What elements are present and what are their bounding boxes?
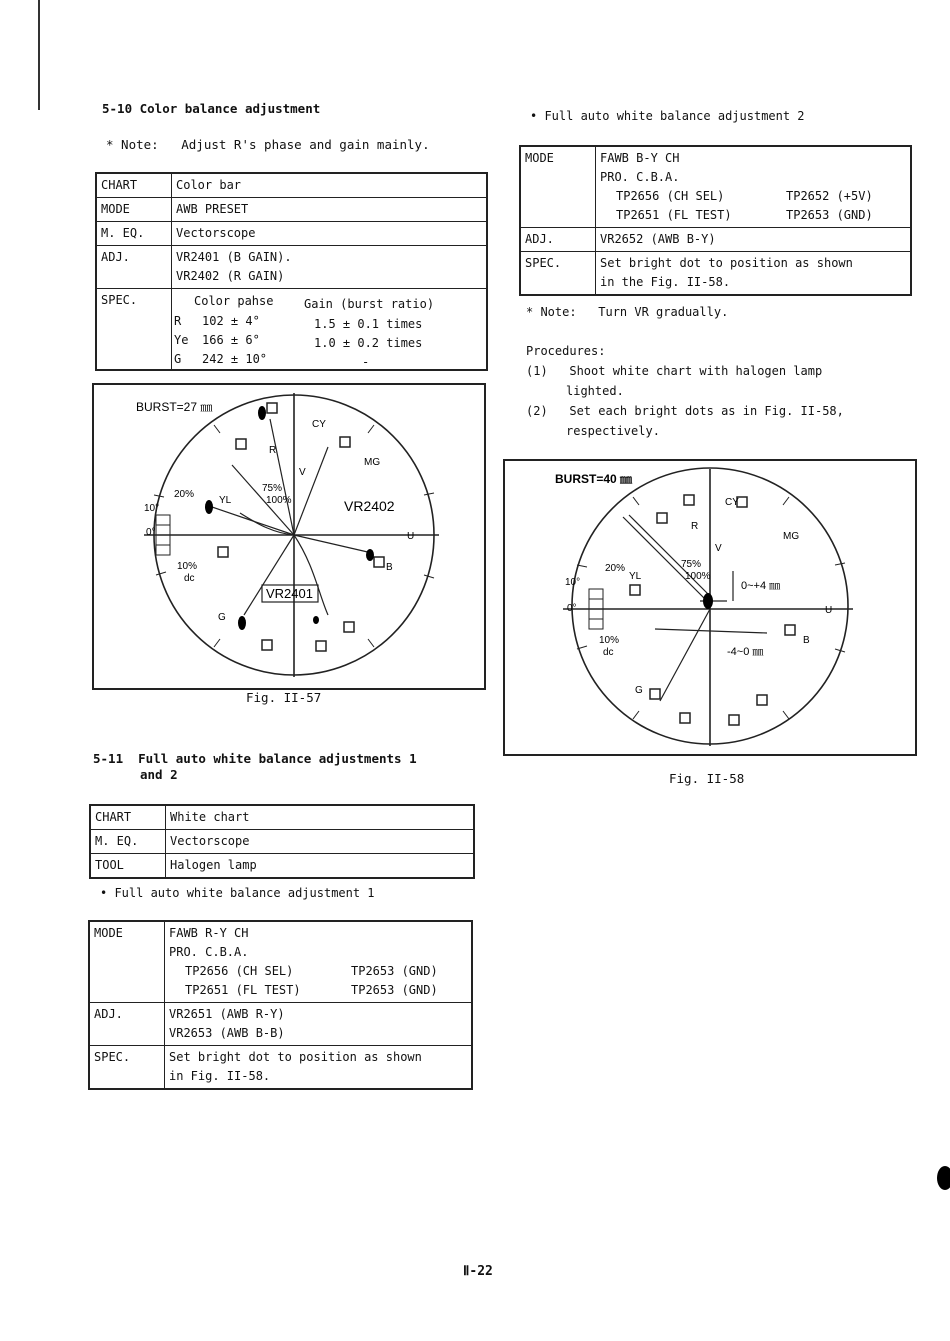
- spec-header-phase: Color pahse: [194, 294, 274, 308]
- section-heading-5-11: 5-11 Full auto white balance adjustments 1: [93, 751, 417, 766]
- meq-key: M. EQ.: [90, 830, 166, 854]
- spec-key: SPEC.: [89, 1046, 165, 1090]
- chart-value: Color bar: [172, 173, 488, 198]
- label-v: V: [299, 467, 306, 478]
- spec-key: SPEC.: [520, 252, 596, 296]
- vr2402-label: VR2402: [344, 498, 395, 514]
- mode-value-2: PRO. C.B.A.: [169, 945, 249, 959]
- adj-key: ADJ.: [89, 1003, 165, 1046]
- vectorscope-graticule: [505, 461, 915, 754]
- fawb2-title: • Full auto white balance adjustment 2: [530, 109, 805, 123]
- label-r: R: [269, 445, 277, 456]
- color-balance-table: [95, 172, 488, 371]
- label-dc: dc: [603, 647, 614, 658]
- mode-key: MODE: [89, 921, 165, 1003]
- label-20pct: 20%: [174, 489, 195, 500]
- label-g: G: [635, 685, 643, 696]
- target-boxes: [218, 403, 384, 651]
- mode-value: AWB PRESET: [172, 198, 488, 222]
- tool-key: TOOL: [90, 854, 166, 879]
- meq-value: Vectorscope: [166, 830, 475, 854]
- adj-value-1: VR2401 (B GAIN).: [176, 250, 292, 264]
- bright-dots: [703, 593, 713, 609]
- range-v-label: -4~0 ㎜: [727, 646, 764, 658]
- label-mg: MG: [783, 531, 800, 542]
- label-10pct: 10%: [599, 635, 620, 646]
- spec-row-phase: 102 ± 4°: [202, 314, 260, 328]
- spec-row-color: Ye: [174, 333, 189, 347]
- note-turn-vr: * Note: Turn VR gradually.: [526, 305, 729, 319]
- tp-ch-sel: TP2656 (CH SEL): [616, 189, 725, 203]
- spec-row-gain: 1.5 ± 0.1 times: [314, 317, 423, 331]
- label-u: U: [407, 531, 415, 542]
- meq-key: M. EQ.: [96, 222, 172, 246]
- label-yl: YL: [629, 571, 642, 582]
- tick-marks: [577, 497, 845, 719]
- tp-gnd: TP2653 (GND): [786, 208, 873, 222]
- mode-value-1: FAWB B-Y CH: [600, 151, 680, 165]
- mode-key: MODE: [96, 198, 172, 222]
- label-75pct: 75%: [681, 559, 702, 570]
- figure-II-58: [503, 459, 917, 756]
- label-cy: CY: [312, 419, 326, 430]
- spec-key: SPEC.: [96, 289, 172, 371]
- spec-row-color: R: [174, 314, 182, 328]
- label-dc: dc: [184, 573, 195, 584]
- fawb1-title: • Full auto white balance adjustment 1: [100, 886, 375, 900]
- spec-row-gain: 1.0 ± 0.2 times: [314, 336, 423, 350]
- chart-key: CHART: [90, 805, 166, 830]
- section-heading-5-11-cont: and 2: [140, 767, 178, 782]
- mode-value-1: FAWB R-Y CH: [169, 926, 249, 940]
- spec-value-2: in the Fig. II-58.: [600, 275, 731, 289]
- tp-gnd: TP2653 (GND): [351, 983, 438, 997]
- vr2401-label: VR2401: [266, 586, 313, 601]
- label-cy: CY: [725, 497, 739, 508]
- procedure-step-1: (1) Shoot white chart with halogen lamp: [526, 364, 823, 378]
- margin-rule: [38, 0, 40, 110]
- label-0deg: 0°: [567, 603, 577, 614]
- adj-key: ADJ.: [520, 228, 596, 252]
- spec-row-color: G: [174, 352, 182, 366]
- target-boxes: [630, 495, 795, 725]
- burst-label: BURST=40 ㎜: [555, 472, 633, 486]
- spec-value-1: Set bright dot to position as shown: [600, 256, 853, 270]
- note-5-10: * Note: Adjust R's phase and gain mainly.: [106, 137, 430, 152]
- mode-value-2: PRO. C.B.A.: [600, 170, 680, 184]
- procedure-step-2: (2) Set each bright dots as in Fig. II-58,: [526, 404, 844, 418]
- figure-II-58-caption: Fig. II-58: [669, 771, 745, 786]
- adj-key: ADJ.: [96, 246, 172, 289]
- tp-ch-sel: TP2656 (CH SEL): [185, 964, 294, 978]
- label-100pct: 100%: [685, 571, 711, 582]
- chart-value: White chart: [166, 805, 475, 830]
- spec-row-phase: 242 ± 10°: [202, 352, 268, 366]
- burst-label: BURST=27 ㎜: [136, 400, 213, 414]
- spec-value-2: in Fig. II-58.: [169, 1069, 271, 1083]
- adj-value: VR2652 (AWB B-Y): [596, 228, 912, 252]
- figure-II-57-caption: Fig. II-57: [246, 690, 322, 705]
- procedure-step-2-cont: respectively.: [566, 424, 660, 438]
- label-g: G: [218, 612, 226, 623]
- spec-header-gain: Gain (burst ratio): [304, 297, 435, 311]
- adj-value-2: VR2402 (R GAIN): [176, 269, 285, 283]
- meq-value: Vectorscope: [172, 222, 488, 246]
- label-mg: MG: [364, 457, 381, 468]
- fawb1-table: [88, 920, 473, 1090]
- fawb-equipment-table: [89, 804, 475, 879]
- tool-value: Halogen lamp: [166, 854, 475, 879]
- page-number: Ⅱ-22: [463, 1264, 493, 1279]
- section-heading-5-10: 5-10 Color balance adjustment: [102, 101, 321, 116]
- label-10deg: 10°: [565, 577, 581, 588]
- label-0deg: 0°: [146, 527, 156, 538]
- procedures-heading: Procedures:: [526, 344, 606, 358]
- punch-hole-mark: [937, 1166, 950, 1190]
- label-75pct: 75%: [262, 483, 283, 494]
- adj-value-1: VR2651 (AWB R-Y): [169, 1007, 285, 1021]
- vectorscope-graticule: [94, 385, 484, 688]
- mode-key: MODE: [520, 146, 596, 228]
- label-b: B: [803, 635, 810, 646]
- figure-II-57: [92, 383, 486, 690]
- adj-value-2: VR2653 (AWB B-B): [169, 1026, 285, 1040]
- procedure-step-1-cont: lighted.: [566, 384, 624, 398]
- label-10deg: 10°: [144, 503, 160, 514]
- label-yl: YL: [219, 495, 232, 506]
- fawb2-table: [519, 145, 912, 296]
- tp-gnd: TP2653 (GND): [351, 964, 438, 978]
- label-r: R: [691, 521, 699, 532]
- range-u-label: 0~+4 ㎜: [741, 580, 781, 592]
- label-20pct: 20%: [605, 563, 626, 574]
- tp-5v: TP2652 (+5V): [786, 189, 873, 203]
- tp-fl-test: TP2651 (FL TEST): [185, 983, 301, 997]
- vector-lines: [623, 515, 767, 701]
- label-10pct: 10%: [177, 561, 198, 572]
- tp-fl-test: TP2651 (FL TEST): [616, 208, 732, 222]
- label-v: V: [715, 543, 722, 554]
- label-b: B: [386, 562, 393, 573]
- spec-row-phase: 166 ± 6°: [202, 333, 260, 347]
- label-100pct: 100%: [266, 495, 292, 506]
- label-u: U: [825, 605, 833, 616]
- spec-row-gain: -: [362, 355, 370, 369]
- chart-key: CHART: [96, 173, 172, 198]
- spec-value-1: Set bright dot to position as shown: [169, 1050, 422, 1064]
